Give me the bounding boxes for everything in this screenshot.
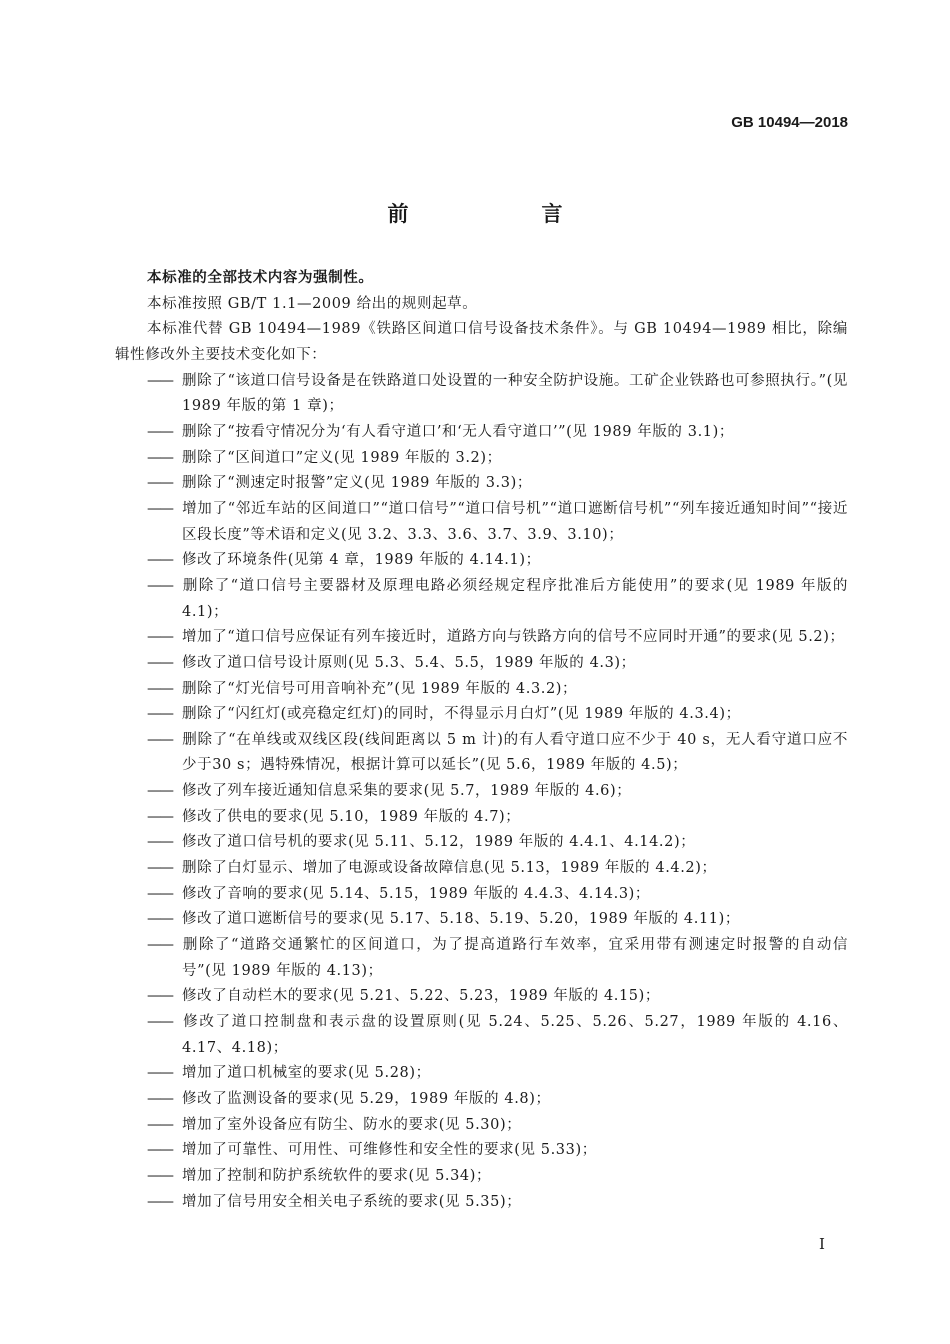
dash-marker: —— [147,1014,172,1031]
dash-marker: —— [147,680,172,697]
change-text: 增加了“邻近车站的区间道口”“道口信号”“道口信号机”“道口遮断信号机”“列车接近通知时间”“接近区段长度”等术语和定义(见 3.2、3.3、3.6、3.7、3.9、3.10)； [182,500,848,543]
mandatory-statement: 本标准的全部技术内容为强制性。 [147,270,374,286]
change-item [115,651,848,677]
change-text: 增加了道口机械室的要求(见 5.28)； [182,1065,431,1082]
change-text: 删除了“该道口信号设备是在铁路道口处设置的一种安全防护设施。工矿企业铁路也可参照执行。”(见 1989 年版的第 1 章)； [182,372,848,415]
change-item [115,446,848,472]
change-item [115,984,848,1010]
change-text: 删除了“闪红灯(或亮稳定红灯)的同时，不得显示月白灯”(见 1989 年版的 4.3.4)； [182,706,741,723]
change-item [115,830,848,856]
change-text: 删除了“测速定时报警”定义(见 1989 年版的 3.3)； [182,475,532,492]
change-item [115,1087,848,1113]
dash-marker: —— [147,860,172,877]
dash-marker: —— [147,783,172,800]
page-title: 前 言 [387,202,619,226]
change-item [115,1061,848,1087]
dash-marker: —— [147,449,172,466]
change-text: 增加了控制和防护系统软件的要求(见 5.34)； [182,1167,492,1184]
change-text: 删除了“灯光信号可用音响补充”(见 1989 年版的 4.3.2)； [182,680,578,697]
dash-marker: —— [147,372,172,389]
standard-number: GB 10494—2018 [731,114,848,131]
change-text: 修改了供电的要求(见 5.10，1989 年版的 4.7)； [182,808,521,825]
change-item [115,728,848,779]
dash-marker: —— [147,423,172,440]
dash-marker: —— [147,1167,172,1184]
replacement-paragraph: 本标准代替 GB 10494—1989《铁路区间道口信号设备技术条件》。与 GB 10494—1989 相比，除编辑性修改外主要技术变化如下： [115,321,848,363]
change-text: 删除了白灯显示、增加了电源或设备故障信息(见 5.13，1989 年版的 4.4.2)； [182,860,717,877]
change-item [115,497,848,548]
change-item [115,805,848,831]
dash-marker: —— [147,911,172,928]
change-item [115,856,848,882]
page-number: I [819,1235,825,1253]
change-text: 修改了道口遮断信号的要求(见 5.17、5.18、5.19、5.20，1989 年版的 4.11)； [182,911,740,928]
dash-marker: —— [147,629,172,646]
change-item [115,882,848,908]
dash-marker: —— [147,885,172,902]
foreword-body [115,266,848,1215]
change-text: 修改了环境条件(见第 4 章，1989 年版的 4.14.1)； [182,552,541,569]
dash-marker: —— [147,988,172,1005]
change-item [115,625,848,651]
change-item [115,1164,848,1190]
dash-marker: —— [147,706,172,723]
dash-marker: —— [147,577,172,594]
change-item [115,420,848,446]
dash-marker: —— [147,1065,172,1082]
change-item [115,677,848,703]
change-text: 修改了列车接近通知信息采集的要求(见 5.7，1989 年版的 4.6)； [182,783,632,800]
change-text: 修改了音响的要求(见 5.14、5.15，1989 年版的 4.4.3、4.14.3)； [182,885,651,902]
change-item [115,1190,848,1216]
dash-marker: —— [147,731,172,748]
change-text: 删除了“道路交通繁忙的区间道口，为了提高道路行车效率，宜采用带有测速定时报警的自动信号”(见 1989 年版的 4.13)； [182,937,848,979]
change-item [115,471,848,497]
change-item [115,574,848,625]
dash-marker: —— [147,937,172,954]
change-item [115,548,848,574]
change-item [115,1138,848,1164]
change-text: 删除了“区间道口”定义(见 1989 年版的 3.2)； [182,449,502,466]
drafting-rule-paragraph: 本标准按照 GB/T 1.1—2009 给出的规则起草。 [147,295,478,312]
dash-marker: —— [147,500,172,517]
change-text: 删除了“道口信号主要器材及原理电路必须经规定程序批准后方能使用”的要求(见 1989 年版的 4.1)； [182,577,848,620]
change-text: 删除了“按看守情况分为‘有人看守道口’和‘无人看守道口’”(见 1989 年版的 3.1)； [182,423,734,440]
dash-marker: —— [147,475,172,492]
change-item [115,779,848,805]
change-text: 修改了道口控制盘和表示盘的设置原则(见 5.24、5.25、5.26、5.27，1989 年版的 4.16、4.17、4.18)； [182,1014,848,1056]
change-text: 增加了室外设备应有防尘、防水的要求(见 5.30)； [182,1116,522,1133]
change-item [115,1113,848,1139]
changes-list [115,369,848,1216]
dash-marker: —— [147,1091,172,1107]
change-item [115,369,848,420]
change-text: 修改了道口信号机的要求(见 5.11、5.12，1989 年版的 4.4.1、4.14.2)； [182,834,696,851]
change-text: 增加了“道口信号应保证有列车接近时，道路方向与铁路方向的信号不应同时开通”的要求(见 5.2)； [182,629,845,646]
dash-marker: —— [147,808,172,825]
change-item [115,1010,848,1061]
dash-marker: —— [147,1193,172,1210]
change-text: 修改了道口信号设计原则(见 5.3、5.4、5.5，1989 年版的 4.3)； [182,654,636,671]
change-text: 修改了监测设备的要求(见 5.29，1989 年版的 4.8)； [182,1091,551,1107]
change-item [115,907,848,933]
dash-marker: —— [147,1142,172,1159]
change-item [115,933,848,984]
dash-marker: —— [147,654,172,671]
dash-marker: —— [147,1116,172,1133]
change-text: 修改了自动栏木的要求(见 5.21、5.22、5.23，1989 年版的 4.15)； [182,988,660,1005]
change-text: 增加了信号用安全相关电子系统的要求(见 5.35)； [182,1193,522,1210]
dash-marker: —— [147,834,172,851]
dash-marker: —— [147,552,172,569]
change-text: 增加了可靠性、可用性、可维修性和安全性的要求(见 5.33)； [182,1142,597,1159]
change-item [115,702,848,728]
change-text: 删除了“在单线或双线区段(线间距离以 5 m 计)的有人看守道口应不少于 40 s，无人看守道口应不少于30 s；遇特殊情况，根据计算可以延长”(见 5.6，1989 年版的 4.5)； [182,731,848,774]
